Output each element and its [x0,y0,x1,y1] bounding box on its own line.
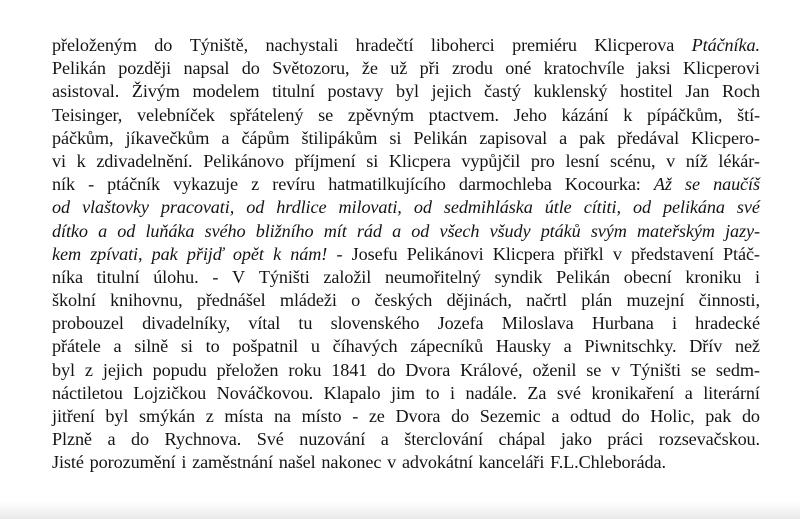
word: Nováčkovou. [216,382,314,403]
word: vlaštovky [82,197,149,218]
word: do [377,359,396,380]
word: ze [368,406,385,426]
word: svým [590,220,627,241]
word: se [318,104,334,125]
word: slovenského [330,313,420,334]
word: obecní [623,266,672,287]
word: místa [224,406,264,426]
word: kanceláři [478,452,545,473]
word: kratochvíle [543,58,625,79]
word: a [380,429,389,450]
word: se [685,174,700,195]
word: revíru [272,174,316,195]
word: už [390,58,408,79]
word: Ptáčníka. [691,35,760,55]
word: lékár- [718,150,760,171]
word: o [351,290,361,311]
word: nuzování [299,429,366,450]
word: mládeži [279,290,337,311]
text-line [52,289,760,312]
word: mateřským [636,220,715,241]
word: a [551,406,560,426]
word: nadále. [465,382,517,403]
word: níž [685,150,708,171]
text-line [52,150,760,173]
word: představení [631,243,714,264]
word: literární [703,382,760,403]
word: - [352,406,359,426]
word: i [450,382,455,403]
word: syndik [494,266,543,287]
word: a [107,429,116,450]
word: darmochleba [458,174,552,195]
word: titulní [96,266,140,287]
word: Josefu [351,243,398,264]
word: načrtl [526,290,567,311]
word: ptáčník [107,174,161,195]
word: hrdlice [276,197,327,218]
word: Hurbana [591,313,654,334]
word: štilipákům [301,127,378,148]
word: Živým [131,81,180,102]
word: Plzně [52,429,92,450]
word: zaměstnání [192,452,273,473]
word: českých [374,290,433,311]
word: páčkům, [52,127,114,148]
word: od [413,197,432,218]
word: úlohu. [153,266,199,287]
text-line [52,382,760,405]
word: našel [278,452,316,473]
word: do [621,406,640,426]
word: z [205,406,214,426]
word: založil [323,266,372,287]
word: pak [151,243,178,264]
word: na [273,406,291,426]
word: mít [323,220,347,241]
word: modelem [192,81,260,102]
word: ptactvem. [428,104,499,125]
word: silně [134,336,169,357]
word: pak [705,406,732,426]
word: Rychnova. [164,429,242,450]
word: zdivadelnění. [96,150,193,171]
word: opět [232,243,264,264]
word: asistoval. [52,81,120,102]
word: přeloženým [52,35,137,55]
word: Své [256,429,284,450]
word: zápecníků [410,336,484,357]
word: F.L.Chleboráda. [550,452,666,473]
word: smýkán [139,406,196,426]
word: kázání [561,104,609,125]
word: premiéru [512,35,577,55]
word: se [586,359,602,380]
word: Týništi [630,359,681,380]
word: rád [356,220,382,241]
word: Lojzičkou [133,382,207,403]
word: Pelikán [52,58,106,79]
word: v [611,359,621,380]
word: Jan [685,81,710,102]
word: hostitel [619,81,673,102]
word: jim [391,382,415,403]
word: Klicpera [492,243,555,264]
word: k [273,243,282,264]
word: přednášel [196,290,266,311]
word: hradecké [695,313,760,334]
word: kem [52,243,81,264]
word: vi [52,150,66,171]
word: do [741,406,760,426]
text-line [52,266,760,289]
word: byl [105,406,129,426]
word: Miloslava [501,313,574,334]
word: spřátelený [229,104,304,125]
word: a [559,127,568,148]
word: od [411,220,430,241]
word: pošpatnil [232,336,299,357]
text-line [52,127,760,150]
word: Až [653,174,672,195]
text-line [52,312,760,335]
word: ník [52,174,75,195]
word: všudy [489,220,531,241]
word: rozsevačskou. [658,429,760,450]
word: neumořitelný [384,266,481,287]
word: sedmihláska [443,197,533,218]
word: - [88,174,95,195]
word: a [221,127,230,148]
word: si [366,150,379,171]
word: oné [505,58,532,79]
word: hatmatilkujícího [328,174,446,195]
word: sedm- [715,359,760,380]
word: bližního [255,220,314,241]
word: z [84,359,93,380]
word: 1841 [331,359,368,380]
word: vítal [248,313,281,334]
word: luňáka [145,220,195,241]
word: od [632,197,651,218]
word: liboherci [430,35,495,55]
word: zpěvným [347,104,414,125]
word: činnosti, [698,290,760,311]
word: odtud [569,406,611,426]
word: to [205,336,220,357]
word: že [361,58,378,79]
word: porozumění [89,452,176,473]
word: byl [52,359,75,380]
word: pelikána [663,197,725,218]
word: od [117,220,136,241]
word: kronikaření [591,382,675,403]
word: tu [298,313,313,334]
word: místo [301,406,342,426]
word: Kocourka: [564,174,641,195]
word: jejich [102,359,143,380]
word: pro [530,150,555,171]
word: Králové, [460,359,523,380]
word: Sezemic [479,406,541,426]
word: Dvora [405,359,451,380]
word: vypůjčil [461,150,521,171]
word: se [690,359,706,380]
text-line [52,428,760,451]
word: v [387,452,397,473]
word: titulní [272,81,315,102]
word: divadelníky, [142,313,231,334]
word: všech [439,220,480,241]
word: Ptáč- [723,243,760,264]
word: jitření [52,406,95,426]
word: Jeho [513,104,547,125]
word: Teisinger, [52,104,123,125]
word: školní [52,290,96,311]
word: Piwnitschky. [584,336,677,357]
word: a [392,220,402,241]
word: do [241,58,260,79]
word: napsal [183,58,230,79]
word: k [76,150,86,171]
word: Klicpero- [691,127,760,148]
word: do [451,406,470,426]
word: oženil [532,359,577,380]
word: a [98,220,108,241]
word: pak [579,127,606,148]
word: nám! [290,243,328,264]
word: jazy- [725,220,760,241]
scan-bottom-edge [0,501,800,519]
word: častý [483,81,521,102]
word: advokátní [401,452,473,473]
word: Pelikán [556,266,610,287]
word: Jisté [52,452,84,473]
word: Týništi [258,266,310,287]
word: jako [560,429,592,450]
word: předával [617,127,680,148]
word: Holic, [650,406,695,426]
word: V [232,266,246,287]
word: přátele [52,336,101,357]
word: do [131,429,149,450]
word: Dřív [689,336,723,357]
text-line [52,34,760,57]
word: popudu [152,359,207,380]
text-line [52,359,760,382]
word: zapisoval [479,127,548,148]
word: než [734,336,760,357]
word: Týniště, [189,35,249,55]
word: kuklenský [533,81,608,102]
word: přijď [186,243,224,264]
word: nakonec [321,452,382,473]
word: svého [204,220,246,241]
word: práci [607,429,644,450]
word: jaksi [636,58,671,79]
word: dítko [52,220,88,241]
word: v [612,243,622,264]
word: muzejní [626,290,685,311]
word: i [181,452,187,473]
word: zrodu [451,58,493,79]
word: Světozoru, [272,58,350,79]
word: postavy [327,81,384,102]
text-line [52,243,760,266]
word: si [180,336,193,357]
word: své [736,197,760,218]
word: čápům [241,127,290,148]
word: své [556,382,581,403]
word: byl [395,81,419,102]
word: Pelikánovi [406,243,484,264]
word: pípáčkům, [646,104,723,125]
word: později [118,58,172,79]
word: i [671,313,677,334]
word: to [425,382,440,403]
text-line [52,104,760,127]
text-line [52,220,760,243]
word: kroniku [685,266,742,287]
word: do [154,35,173,55]
text-line [52,335,760,358]
word: ští- [737,104,760,125]
word: vykazuje [173,174,238,195]
word: Klicperovi [683,58,760,79]
text-line [52,80,760,103]
word: probouzel [52,313,124,334]
word: jejich [431,81,472,102]
word: a [563,336,572,357]
word: - [336,243,343,264]
word: od [52,197,70,218]
word: cítiti, [583,197,621,218]
word: Pelikán [413,127,468,148]
word: a [113,336,122,357]
word: milovati, [338,197,402,218]
word: z [251,174,260,195]
word: dějinách, [446,290,512,311]
text-line [52,405,760,428]
word: Hausky [495,336,551,357]
word: - [212,266,219,287]
text-line [52,173,760,196]
word: k [623,104,633,125]
word: jíkavečkům [125,127,210,148]
word: velebníček [137,104,215,125]
word: roku [288,359,322,380]
word: útle [544,197,572,218]
word: Klicpera [388,150,451,171]
word: knihovnu, [110,290,183,311]
word: Za [527,382,547,403]
word: číhavých [332,336,398,357]
word: nachystali [265,35,339,55]
word: náctiletou [52,382,123,403]
word: Dvora [395,406,441,426]
word: scénu, [610,150,656,171]
word: Roch [721,81,760,102]
word: lesní [565,150,600,171]
word: Pelikánovo [203,150,285,171]
word: ptáků [540,220,581,241]
word: níka [52,266,83,287]
word: šterclování [404,429,483,450]
word: Jozefa [437,313,484,334]
word: hradečtí [355,35,414,55]
word: naučíš [713,174,760,195]
word: od [246,197,265,218]
word: chápal [498,429,546,450]
word: Klicperova [594,35,675,55]
word: přiřkl [563,243,604,264]
word: při [419,58,440,79]
word: i [755,266,760,287]
text-line [52,451,760,474]
word: pracovati, [160,197,235,218]
word: si [389,127,402,148]
word: v [666,150,676,171]
text-line [52,196,760,219]
word: zpívati, [90,243,143,264]
word: a [684,382,693,403]
word: přeložen [216,359,279,380]
body-text [52,34,760,475]
text-line [52,57,760,80]
word: plán [581,290,613,311]
word: Klapalo [323,382,381,403]
word: příjmení [294,150,356,171]
word: u [310,336,320,357]
